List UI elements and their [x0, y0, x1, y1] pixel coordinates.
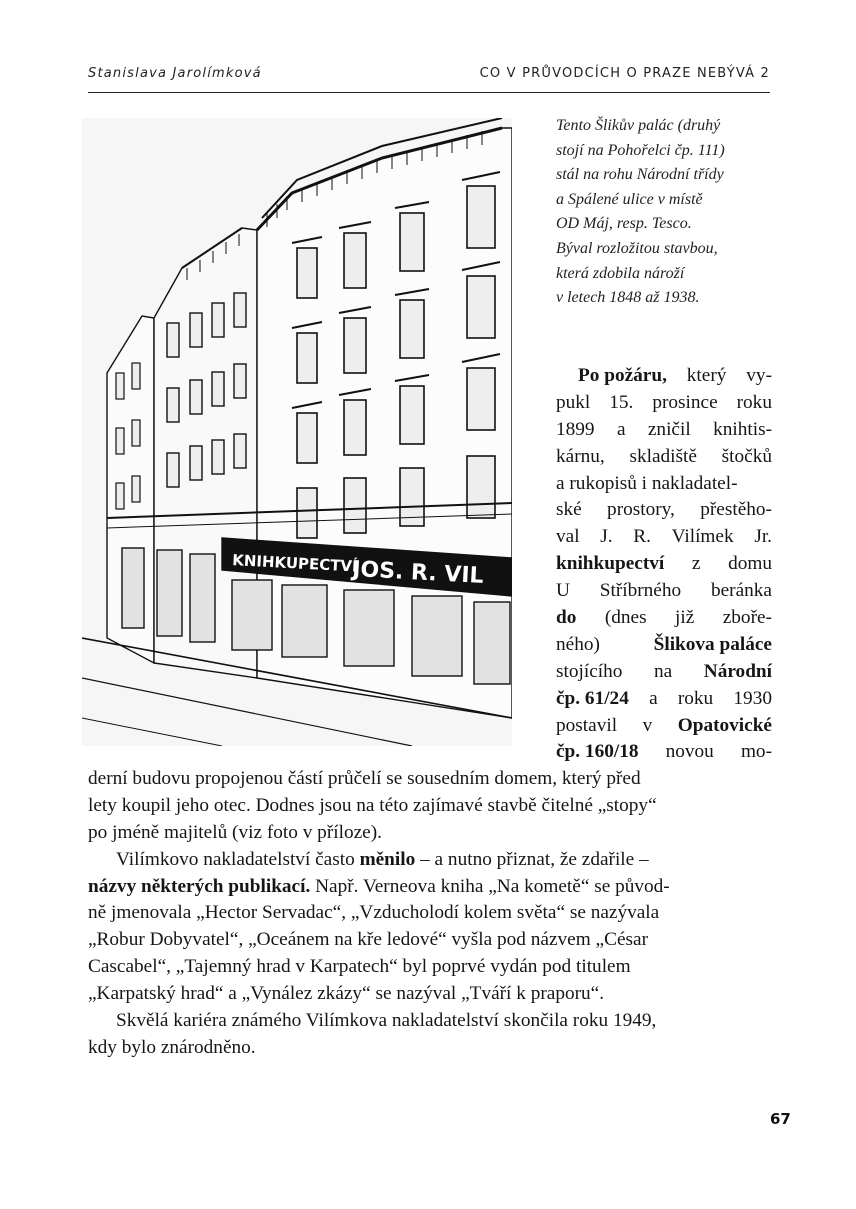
text-line: derní budovu propojenou částí průčelí se sousedním domem, který před [88, 768, 641, 789]
illustration-caption [556, 114, 774, 311]
text-line: val J. R. Vilímek Jr. [556, 526, 772, 548]
text-line: stojícího na Národní [556, 660, 772, 682]
text-line: pukl 15. prosince roku [556, 391, 772, 413]
text-line: Skvělá kariéra známého Vilímkova nakladatelství skončila roku 1949, [116, 1010, 657, 1032]
caption-line: Tento Šlikův palác (druhý [556, 117, 721, 134]
page-number: 67 [770, 1110, 791, 1128]
text-line: lety koupil jeho otec. Dodnes jsou na této zajímavé stavbě čitelné „stopy“ [88, 794, 657, 816]
text-line: Po požáru, který vy- [578, 365, 772, 386]
caption-line: OD Máj, resp. Tesco. [556, 215, 692, 233]
sign-vilimek: JOS. R. VIL [351, 557, 485, 589]
text-line: U Stříbrného beránka [556, 580, 772, 602]
full-width-text [88, 766, 770, 1062]
text-line: ně jmenovala „Hector Servadac“, „Vzducholodí kolem světa“ se nazývala [88, 902, 660, 924]
text-line: čp. 61/24 a roku 1930 [556, 687, 772, 709]
text-line: po jméně majitelů (viz foto v příloze). [88, 821, 382, 843]
running-header [88, 62, 770, 93]
text-line: Cascabel“, „Tajemný hrad v Karpatech“ byl poprvé vydán pod titulem [88, 956, 631, 978]
text-line: „Robur Dobyvatel“, „Oceánem na kře ledové“ vyšla pod názvem „César [88, 929, 648, 951]
header-book-title: CO V PRŮVODCÍCH O PRAZE NEBÝVÁ 2 [479, 66, 770, 81]
sign-bookstore: KNIHKUPECTVÍ [231, 551, 359, 576]
text-line: 1899 a zničil knihtis- [556, 418, 772, 440]
text-line: kárnu, skladiště štočků [556, 445, 772, 467]
text-line: názvy některých publikací. Např. Verneova kniha „Na kometě“ se původ- [88, 875, 670, 897]
text-line: postavil v Opatovické [556, 714, 772, 736]
text-line: ské prostory, přestěho- [556, 499, 772, 521]
caption-line: která zdobila nároží [556, 264, 685, 282]
caption-line: stojí na Pohořelci čp. 111) [556, 141, 725, 159]
building-illustration [82, 118, 512, 746]
text-line: kdy bylo znárodněno. [88, 1036, 256, 1058]
text-line: a rukopisů i nakladatel- [556, 472, 738, 494]
caption-line: a Spálené ulice v místě [556, 190, 703, 208]
caption-line: stál na rohu Národní třídy [556, 166, 724, 184]
caption-line: v letech 1848 až 1938. [556, 289, 700, 307]
text-line: „Karpatský hrad“ a „Vynález zkázy“ se nazýval „Tváří k praporu“. [88, 983, 605, 1005]
side-column-text [556, 363, 772, 766]
header-author: Stanislava Jarolímková [88, 66, 262, 81]
text-line: do (dnes již zboře- [556, 607, 772, 629]
text-line: čp. 160/18 novou mo- [556, 741, 772, 763]
text-line: Vilímkovo nakladatelství často měnilo – a nutno přiznat, že zdařile – [116, 848, 649, 870]
text-line: knihkupectví z domu [556, 553, 772, 575]
text-line: ného) Šlikova paláce [556, 633, 772, 655]
caption-line: Býval rozložitou stavbou, [556, 239, 718, 257]
